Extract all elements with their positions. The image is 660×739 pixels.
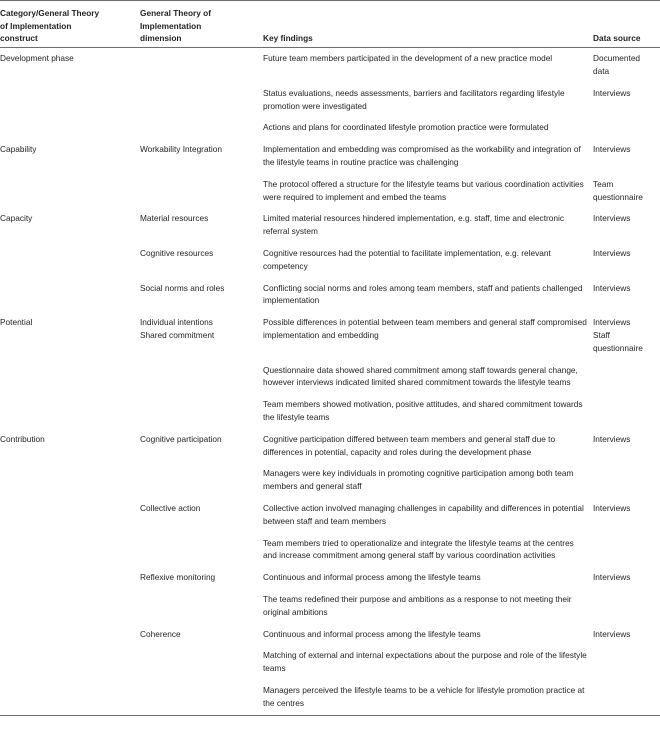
table-row xyxy=(0,208,660,243)
cell-data-source: Interviews xyxy=(593,144,631,155)
column-header-line: General Theory of xyxy=(140,8,212,18)
cell-category: Capability xyxy=(0,144,37,155)
cell-key-finding: Future team members participated in the development of a new practice model xyxy=(263,53,553,64)
cell-dimension xyxy=(140,82,263,117)
cell-key-finding: Collective action involved managing challenges in capability and differences in potential between staff and team members xyxy=(263,503,584,526)
table-row xyxy=(0,588,660,623)
cell-dimension xyxy=(140,173,263,208)
cell-category xyxy=(0,532,140,567)
cell-data-source xyxy=(593,463,660,498)
cell-category xyxy=(0,588,140,623)
cell-dimension: Reflexive monitoring xyxy=(140,572,216,583)
cell-category xyxy=(0,82,140,117)
cell-data-source: Interviews xyxy=(593,572,631,583)
cell-dimension: Coherence xyxy=(140,628,181,639)
cell-data-source: Interviews xyxy=(593,503,631,513)
cell-dimension: Cognitive resources xyxy=(140,248,214,259)
cell-data-source xyxy=(593,117,660,139)
column-header-line: Category/General Theory xyxy=(0,8,100,18)
cell-category xyxy=(0,623,140,645)
cell-dimension xyxy=(140,588,263,623)
table-row xyxy=(0,679,660,715)
cell-dimension: Social norms and roles xyxy=(140,282,225,293)
cell-data-source: Documented data xyxy=(593,53,641,77)
cell-key-finding: Actions and plans for coordinated lifestyle promotion practice were formulated xyxy=(263,122,549,133)
cell-key-finding: Possible differences in potential between team members and general staff compromised implementation and embedding xyxy=(263,317,587,341)
cell-key-finding: Team members showed motivation, positive attitudes, and shared commitment towards the lifestyle teams xyxy=(263,399,583,423)
cell-data-source xyxy=(593,588,660,623)
cell-category xyxy=(0,567,140,589)
cell-data-source: Interviews xyxy=(593,282,631,293)
table-row xyxy=(0,463,660,498)
cell-key-finding: Continuous and informal process among the lifestyle teams xyxy=(263,628,481,639)
cell-key-finding: Limited material resources hindered implementation, e.g. staff, time and electronic referral system xyxy=(263,213,564,237)
cell-key-finding: Managers were key individuals in promoting cognitive participation among both team members and general staff xyxy=(263,468,574,492)
table-row xyxy=(0,173,660,208)
cell-data-source: Interviews xyxy=(593,213,631,224)
cell-category xyxy=(0,173,140,208)
cell-line: Interviews xyxy=(593,317,631,328)
cell-dimension xyxy=(140,47,263,82)
cell-key-finding: Managers perceived the lifestyle teams to be a vehicle for lifestyle promotion practice at the centres xyxy=(263,679,593,715)
cell-category: Development phase xyxy=(0,53,74,64)
cell-dimension xyxy=(140,463,263,498)
column-header-line: Data source xyxy=(593,33,641,44)
table-row xyxy=(0,428,660,463)
cell-key-finding: The protocol offered a structure for the lifestyle teams but various coordination activities were required to implement and embed the teams xyxy=(263,178,584,202)
cell-key-finding: The teams redefined their purpose and ambitions as a response to not meeting their original ambitions xyxy=(263,593,572,617)
column-header-line: Key findings xyxy=(263,33,313,44)
cell-key-finding: Cognitive resources had the potential to facilitate implementation, e.g. relevant competency xyxy=(263,248,551,271)
cell-data-source: Interviews xyxy=(593,628,631,639)
cell-dimension: Cognitive participation xyxy=(140,433,222,444)
cell-dimension: Collective action xyxy=(140,503,201,513)
table-row xyxy=(0,623,660,645)
cell-data-source: Interviews xyxy=(593,433,631,444)
table-row xyxy=(0,532,660,567)
cell-dimension xyxy=(140,312,263,359)
cell-key-finding: Team members tried to operationalize and integrate the lifestyle teams at the centres and increase commitment among general staff by various coordination activities xyxy=(263,537,574,561)
cell-category xyxy=(0,463,140,498)
cell-data-source: Interviews xyxy=(593,87,631,98)
cell-data-source: Team questionnaire xyxy=(593,178,643,202)
cell-dimension xyxy=(140,394,263,429)
cell-dimension xyxy=(140,532,263,567)
table-body xyxy=(0,47,660,715)
table-row xyxy=(0,277,660,312)
cell-key-finding: Cognitive participation differed between team members and general staff due to differences in potential, capacity and roles during the development phase xyxy=(263,433,556,457)
cell-data-source xyxy=(593,679,660,715)
cell-data-source xyxy=(593,359,660,394)
cell-category xyxy=(0,243,140,278)
table-row xyxy=(0,117,660,139)
table-row xyxy=(0,82,660,117)
cell-category xyxy=(0,277,140,312)
cell-category: Potential xyxy=(0,317,33,328)
table-row xyxy=(0,394,660,429)
cell-key-finding: Conflicting social norms and roles among team members, staff and patients challenged implementation xyxy=(263,282,583,306)
column-header-dimension xyxy=(140,1,263,48)
table-row xyxy=(0,139,660,174)
cell-data-source xyxy=(593,394,660,429)
cell-line: Individual intentions xyxy=(140,317,213,328)
cell-dimension: Material resources xyxy=(140,213,209,224)
cell-category xyxy=(0,394,140,429)
cell-key-finding: Implementation and embedding was compromised as the workability and integration of the lifestyle teams in routine practice was challenging xyxy=(263,144,581,168)
table-row xyxy=(0,567,660,589)
cell-data-source xyxy=(593,645,660,680)
table-header-row xyxy=(0,1,660,48)
cell-category xyxy=(0,117,140,139)
cell-dimension xyxy=(140,679,263,715)
cell-line: Shared commitment xyxy=(140,330,215,341)
cell-line: Staff xyxy=(593,330,610,341)
table-header xyxy=(0,1,660,48)
cell-category xyxy=(0,498,140,533)
table-row xyxy=(0,645,660,680)
table-row xyxy=(0,243,660,278)
column-header-key-findings xyxy=(263,1,593,48)
cell-category: Capacity xyxy=(0,213,33,224)
column-header-category xyxy=(0,1,140,48)
table-row xyxy=(0,47,660,82)
column-header-data-source xyxy=(593,1,660,48)
table-row xyxy=(0,312,660,359)
cell-data-source xyxy=(593,312,660,359)
cell-dimension xyxy=(140,359,263,394)
cell-category xyxy=(0,359,140,394)
column-header-line: of Implementation xyxy=(0,20,72,31)
cell-data-source: Interviews xyxy=(593,248,631,259)
cell-key-finding: Matching of external and internal expectations about the purpose and role of the lifestyle teams xyxy=(263,650,587,674)
cell-category xyxy=(0,645,140,680)
column-header-line: Implementation xyxy=(140,20,202,31)
cell-dimension xyxy=(140,645,263,680)
table-row xyxy=(0,359,660,394)
cell-data-source xyxy=(593,532,660,567)
cell-dimension: Workability Integration xyxy=(140,144,222,155)
cell-category xyxy=(0,679,140,715)
column-header-line: dimension xyxy=(140,33,182,44)
cell-key-finding: Questionnaire data showed shared commitment among staff towards general change, however interviews indicated limited shared commitment towards the lifestyle teams xyxy=(263,364,578,388)
cell-category: Contribution xyxy=(0,433,45,444)
table-row xyxy=(0,498,660,533)
cell-key-finding: Status evaluations, needs assessments, barriers and facilitators regarding lifestyle promotion were investigated xyxy=(263,87,565,111)
cell-line: questionnaire xyxy=(593,342,643,353)
cell-key-finding: Continuous and informal process among the lifestyle teams xyxy=(263,572,481,583)
cell-dimension xyxy=(140,117,263,139)
column-header-line: construct xyxy=(0,33,38,44)
